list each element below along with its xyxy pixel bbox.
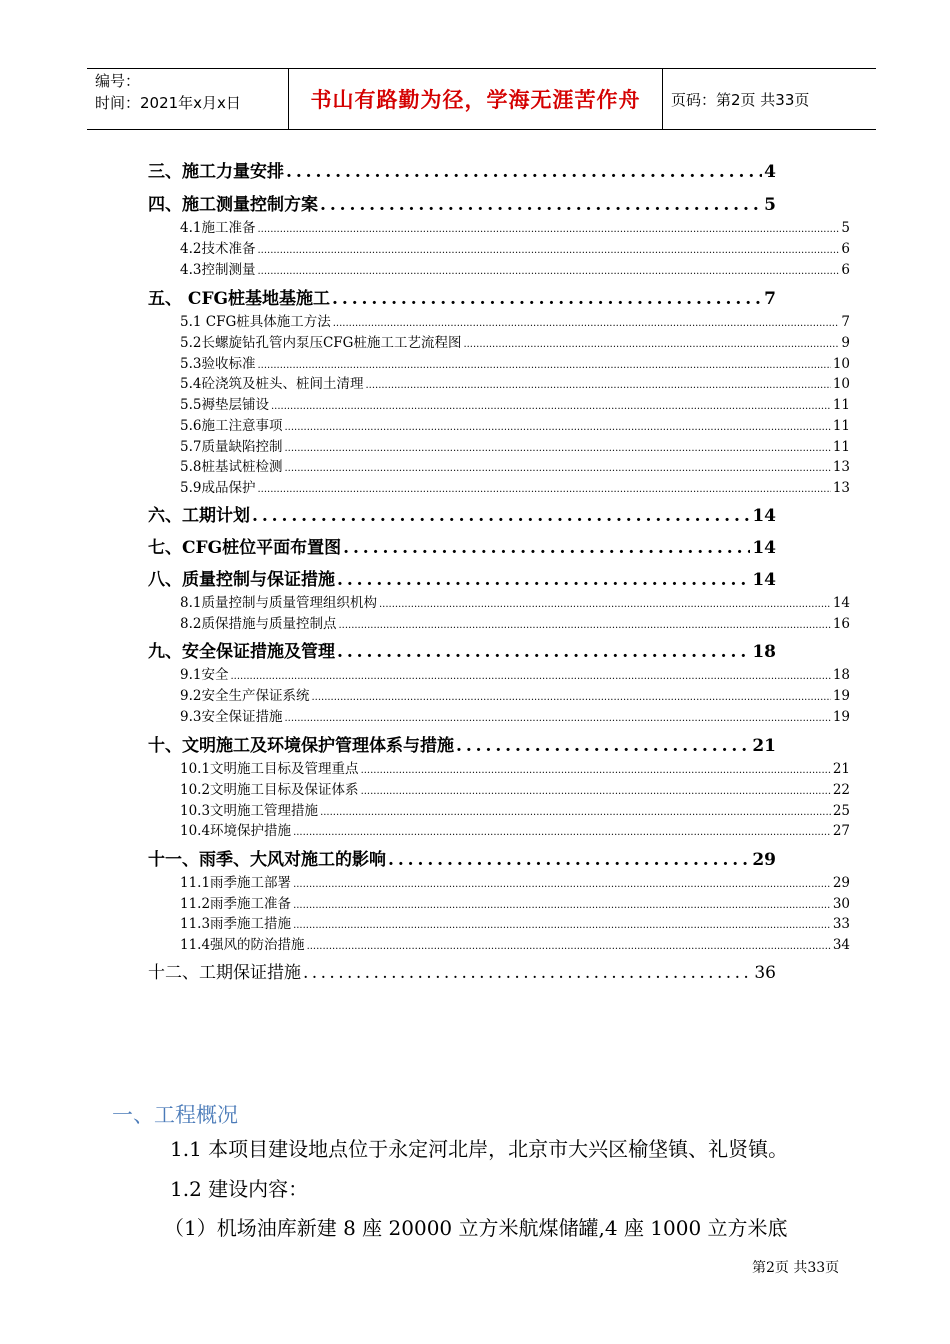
toc-section-row[interactable] <box>180 912 850 932</box>
toc-entry-page: 5 <box>841 220 850 236</box>
toc-chapter-row[interactable] <box>148 958 776 982</box>
toc-dot-leader <box>456 736 750 756</box>
toc-chapter-row[interactable] <box>148 190 776 214</box>
toc-entry-page: 34 <box>832 937 850 953</box>
toc-dot-leader <box>257 356 830 372</box>
toc-entry-page: 14 <box>752 570 776 590</box>
toc-entry-title: 5.2长螺旋钻孔管内泵压CFG桩施工工艺流程图 <box>180 335 462 351</box>
toc-dot-leader <box>307 937 831 953</box>
toc-dot-leader <box>337 642 750 662</box>
toc-entry-page: 19 <box>832 688 850 704</box>
toc-dot-leader <box>303 963 752 983</box>
toc-section-row[interactable] <box>180 705 850 725</box>
toc-section-row[interactable] <box>180 819 850 839</box>
toc-chapter-row[interactable] <box>148 637 776 661</box>
toc-entry-title: 10.3文明施工管理措施 <box>180 803 319 819</box>
toc-entry-page: 21 <box>832 761 850 777</box>
toc-dot-leader <box>257 262 839 278</box>
toc-entry-title: 5.1 CFG桩具体施工方法 <box>180 314 331 330</box>
toc-entry-title: 5.3验收标准 <box>180 356 256 372</box>
toc-entry-title: 10.4环境保护措施 <box>180 823 292 839</box>
toc-section-row[interactable] <box>180 612 850 632</box>
page-header <box>87 68 876 130</box>
toc-entry-page: 29 <box>832 875 850 891</box>
toc-entry-title: 4.1施工准备 <box>180 220 256 236</box>
toc-section-row[interactable] <box>180 414 850 434</box>
toc-entry-page: 36 <box>754 963 776 983</box>
toc-section-row[interactable] <box>180 372 850 392</box>
toc-entry-page: 11 <box>832 439 850 455</box>
toc-entry-page: 29 <box>752 850 776 870</box>
toc-entry-page: 18 <box>752 642 776 662</box>
toc-entry-title: 9.1安全 <box>180 667 229 683</box>
header-motto: 书山有路勤为径，学海无涯苦作舟 <box>289 69 663 129</box>
toc-dot-leader <box>284 709 830 725</box>
toc-entry-page: 30 <box>832 896 850 912</box>
header-meta <box>87 69 289 129</box>
toc-entry-title: 五、 CFG桩基地基施工 <box>148 289 331 309</box>
toc-dot-leader <box>361 761 831 777</box>
toc-entry-page: 14 <box>832 595 850 611</box>
toc-entry-page: 14 <box>752 538 776 558</box>
toc-entry-title: 九、安全保证措施及管理 <box>148 642 335 662</box>
toc-entry-title: 8.2质保措施与质量控制点 <box>180 616 337 632</box>
toc-dot-leader <box>338 616 830 632</box>
toc-section-row[interactable] <box>180 455 850 475</box>
toc-entry-page: 4 <box>764 162 776 182</box>
toc-dot-leader <box>284 459 830 475</box>
paragraph-2: 1.2 建设内容： <box>170 1177 309 1201</box>
toc-entry-title: 5.8桩基试桩检测 <box>180 459 283 475</box>
toc-entry-title: 4.2技术准备 <box>180 241 256 257</box>
toc-section-row[interactable] <box>180 476 850 496</box>
toc-entry-page: 13 <box>832 480 850 496</box>
toc-dot-leader <box>320 195 762 215</box>
toc-section-row[interactable] <box>180 591 850 611</box>
toc-dot-leader <box>333 314 840 330</box>
toc-entry-title: 11.1雨季施工部署 <box>180 875 292 891</box>
toc-entry-title: 8.1质量控制与质量管理组织机构 <box>180 595 377 611</box>
toc-chapter-row[interactable] <box>148 731 776 755</box>
toc-section-row[interactable] <box>180 892 850 912</box>
toc-entry-title: 十、文明施工及环境保护管理体系与措施 <box>148 736 454 756</box>
toc-section-row[interactable] <box>180 393 850 413</box>
toc-entry-title: 5.4砼浇筑及桩头、桩间土清理 <box>180 376 364 392</box>
toc-dot-leader <box>332 289 762 309</box>
toc-chapter-row[interactable] <box>148 565 776 589</box>
toc-dot-leader <box>293 875 831 891</box>
toc-section-row[interactable] <box>180 933 850 953</box>
toc-section-row[interactable] <box>180 799 850 819</box>
toc-entry-page: 22 <box>832 782 850 798</box>
toc-section-row[interactable] <box>180 216 850 236</box>
toc-entry-title: 11.3雨季施工措施 <box>180 916 292 932</box>
toc-entry-title: 5.7质量缺陷控制 <box>180 439 283 455</box>
toc-section-row[interactable] <box>180 237 850 257</box>
toc-dot-leader <box>271 397 831 413</box>
toc-entry-title: 10.2文明施工目标及保证体系 <box>180 782 359 798</box>
toc-section-row[interactable] <box>180 778 850 798</box>
toc-entry-page: 11 <box>832 397 850 413</box>
toc-chapter-row[interactable] <box>148 533 776 557</box>
paragraph-1: 1.1 本项目建设地点位于永定河北岸，北京市大兴区榆垡镇、礼贤镇。 <box>170 1137 789 1161</box>
page-footer: 第2页 共33页 <box>752 1260 840 1276</box>
toc-dot-leader <box>293 896 831 912</box>
toc-dot-leader <box>379 595 831 611</box>
toc-section-row[interactable] <box>180 331 850 351</box>
toc-dot-leader <box>257 220 839 236</box>
toc-dot-leader <box>361 782 831 798</box>
toc-entry-page: 16 <box>832 616 850 632</box>
header-date: 时间：2021年x月x日 <box>95 94 241 112</box>
toc-entry-page: 9 <box>841 335 850 351</box>
toc-chapter-row[interactable] <box>148 845 776 869</box>
toc-entry-page: 33 <box>832 916 850 932</box>
header-code-label: 编号： <box>95 72 141 90</box>
toc-dot-leader <box>293 916 831 932</box>
toc-entry-title: 四、施工测量控制方案 <box>148 195 318 215</box>
toc-entry-page: 7 <box>841 314 850 330</box>
toc-dot-leader <box>311 688 830 704</box>
toc-entry-title: 八、质量控制与保证措施 <box>148 570 335 590</box>
toc-entry-page: 25 <box>832 803 850 819</box>
toc-entry-page: 7 <box>764 289 776 309</box>
header-page-info: 页码：第2页 共33页 <box>671 90 810 109</box>
toc-entry-title: 11.2雨季施工准备 <box>180 896 292 912</box>
toc-dot-leader <box>252 506 750 526</box>
toc-entry-page: 11 <box>832 418 850 434</box>
toc-entry-page: 10 <box>832 356 850 372</box>
toc-dot-leader <box>257 241 839 257</box>
toc-entry-title: 5.9成品保护 <box>180 480 256 496</box>
toc-dot-leader <box>343 538 750 558</box>
toc-entry-title: 七、CFG桩位平面布置图 <box>148 538 342 558</box>
toc-entry-title: 9.2安全生产保证系统 <box>180 688 310 704</box>
toc-dot-leader <box>284 418 830 434</box>
toc-section-row[interactable] <box>180 663 850 683</box>
toc-dot-leader <box>284 439 830 455</box>
toc-dot-leader <box>257 480 830 496</box>
toc-section-row[interactable] <box>180 310 850 330</box>
toc-dot-leader <box>365 376 830 392</box>
toc-entry-title: 5.6施工注意事项 <box>180 418 283 434</box>
toc-section-row[interactable] <box>180 871 850 891</box>
toc-dot-leader <box>320 803 831 819</box>
toc-entry-page: 14 <box>752 506 776 526</box>
toc-entry-page: 5 <box>764 195 776 215</box>
toc-dot-leader <box>463 335 839 351</box>
toc-chapter-row[interactable] <box>148 157 776 181</box>
toc-entry-title: 5.5褥垫层铺设 <box>180 397 269 413</box>
toc-dot-leader <box>230 667 830 683</box>
toc-dot-leader <box>293 823 831 839</box>
toc-entry-title: 4.3控制测量 <box>180 262 256 278</box>
toc-entry-page: 13 <box>832 459 850 475</box>
toc-section-row[interactable] <box>180 258 850 278</box>
toc-section-row[interactable] <box>180 684 850 704</box>
toc-entry-page: 18 <box>832 667 850 683</box>
toc-chapter-row[interactable] <box>148 284 776 308</box>
toc-entry-page: 6 <box>841 262 850 278</box>
toc-entry-title: 11.4强风的防治措施 <box>180 937 305 953</box>
toc-entry-title: 十二、工期保证措施 <box>148 963 301 983</box>
toc-dot-leader <box>286 162 762 182</box>
toc-section-row[interactable] <box>180 352 850 372</box>
paragraph-3: （1）机场油库新建 8 座 20000 立方米航煤储罐,4 座 1000 立方米底 <box>164 1216 788 1240</box>
toc-entry-title: 9.3安全保证措施 <box>180 709 283 725</box>
toc-entry-title: 三、施工力量安排 <box>148 162 284 182</box>
toc-entry-page: 21 <box>752 736 776 756</box>
toc-section-row[interactable] <box>180 757 850 777</box>
toc-entry-title: 10.1文明施工目标及管理重点 <box>180 761 359 777</box>
toc-entry-page: 10 <box>832 376 850 392</box>
toc-section-row[interactable] <box>180 435 850 455</box>
toc-entry-page: 27 <box>832 823 850 839</box>
toc-entry-page: 6 <box>841 241 850 257</box>
toc-entry-title: 十一、雨季、大风对施工的影响 <box>148 850 386 870</box>
section-title: 一、工程概况 <box>112 1103 238 1127</box>
toc-chapter-row[interactable] <box>148 501 776 525</box>
toc-entry-page: 19 <box>832 709 850 725</box>
toc-dot-leader <box>388 850 750 870</box>
toc-dot-leader <box>337 570 750 590</box>
toc-entry-title: 六、工期计划 <box>148 506 250 526</box>
